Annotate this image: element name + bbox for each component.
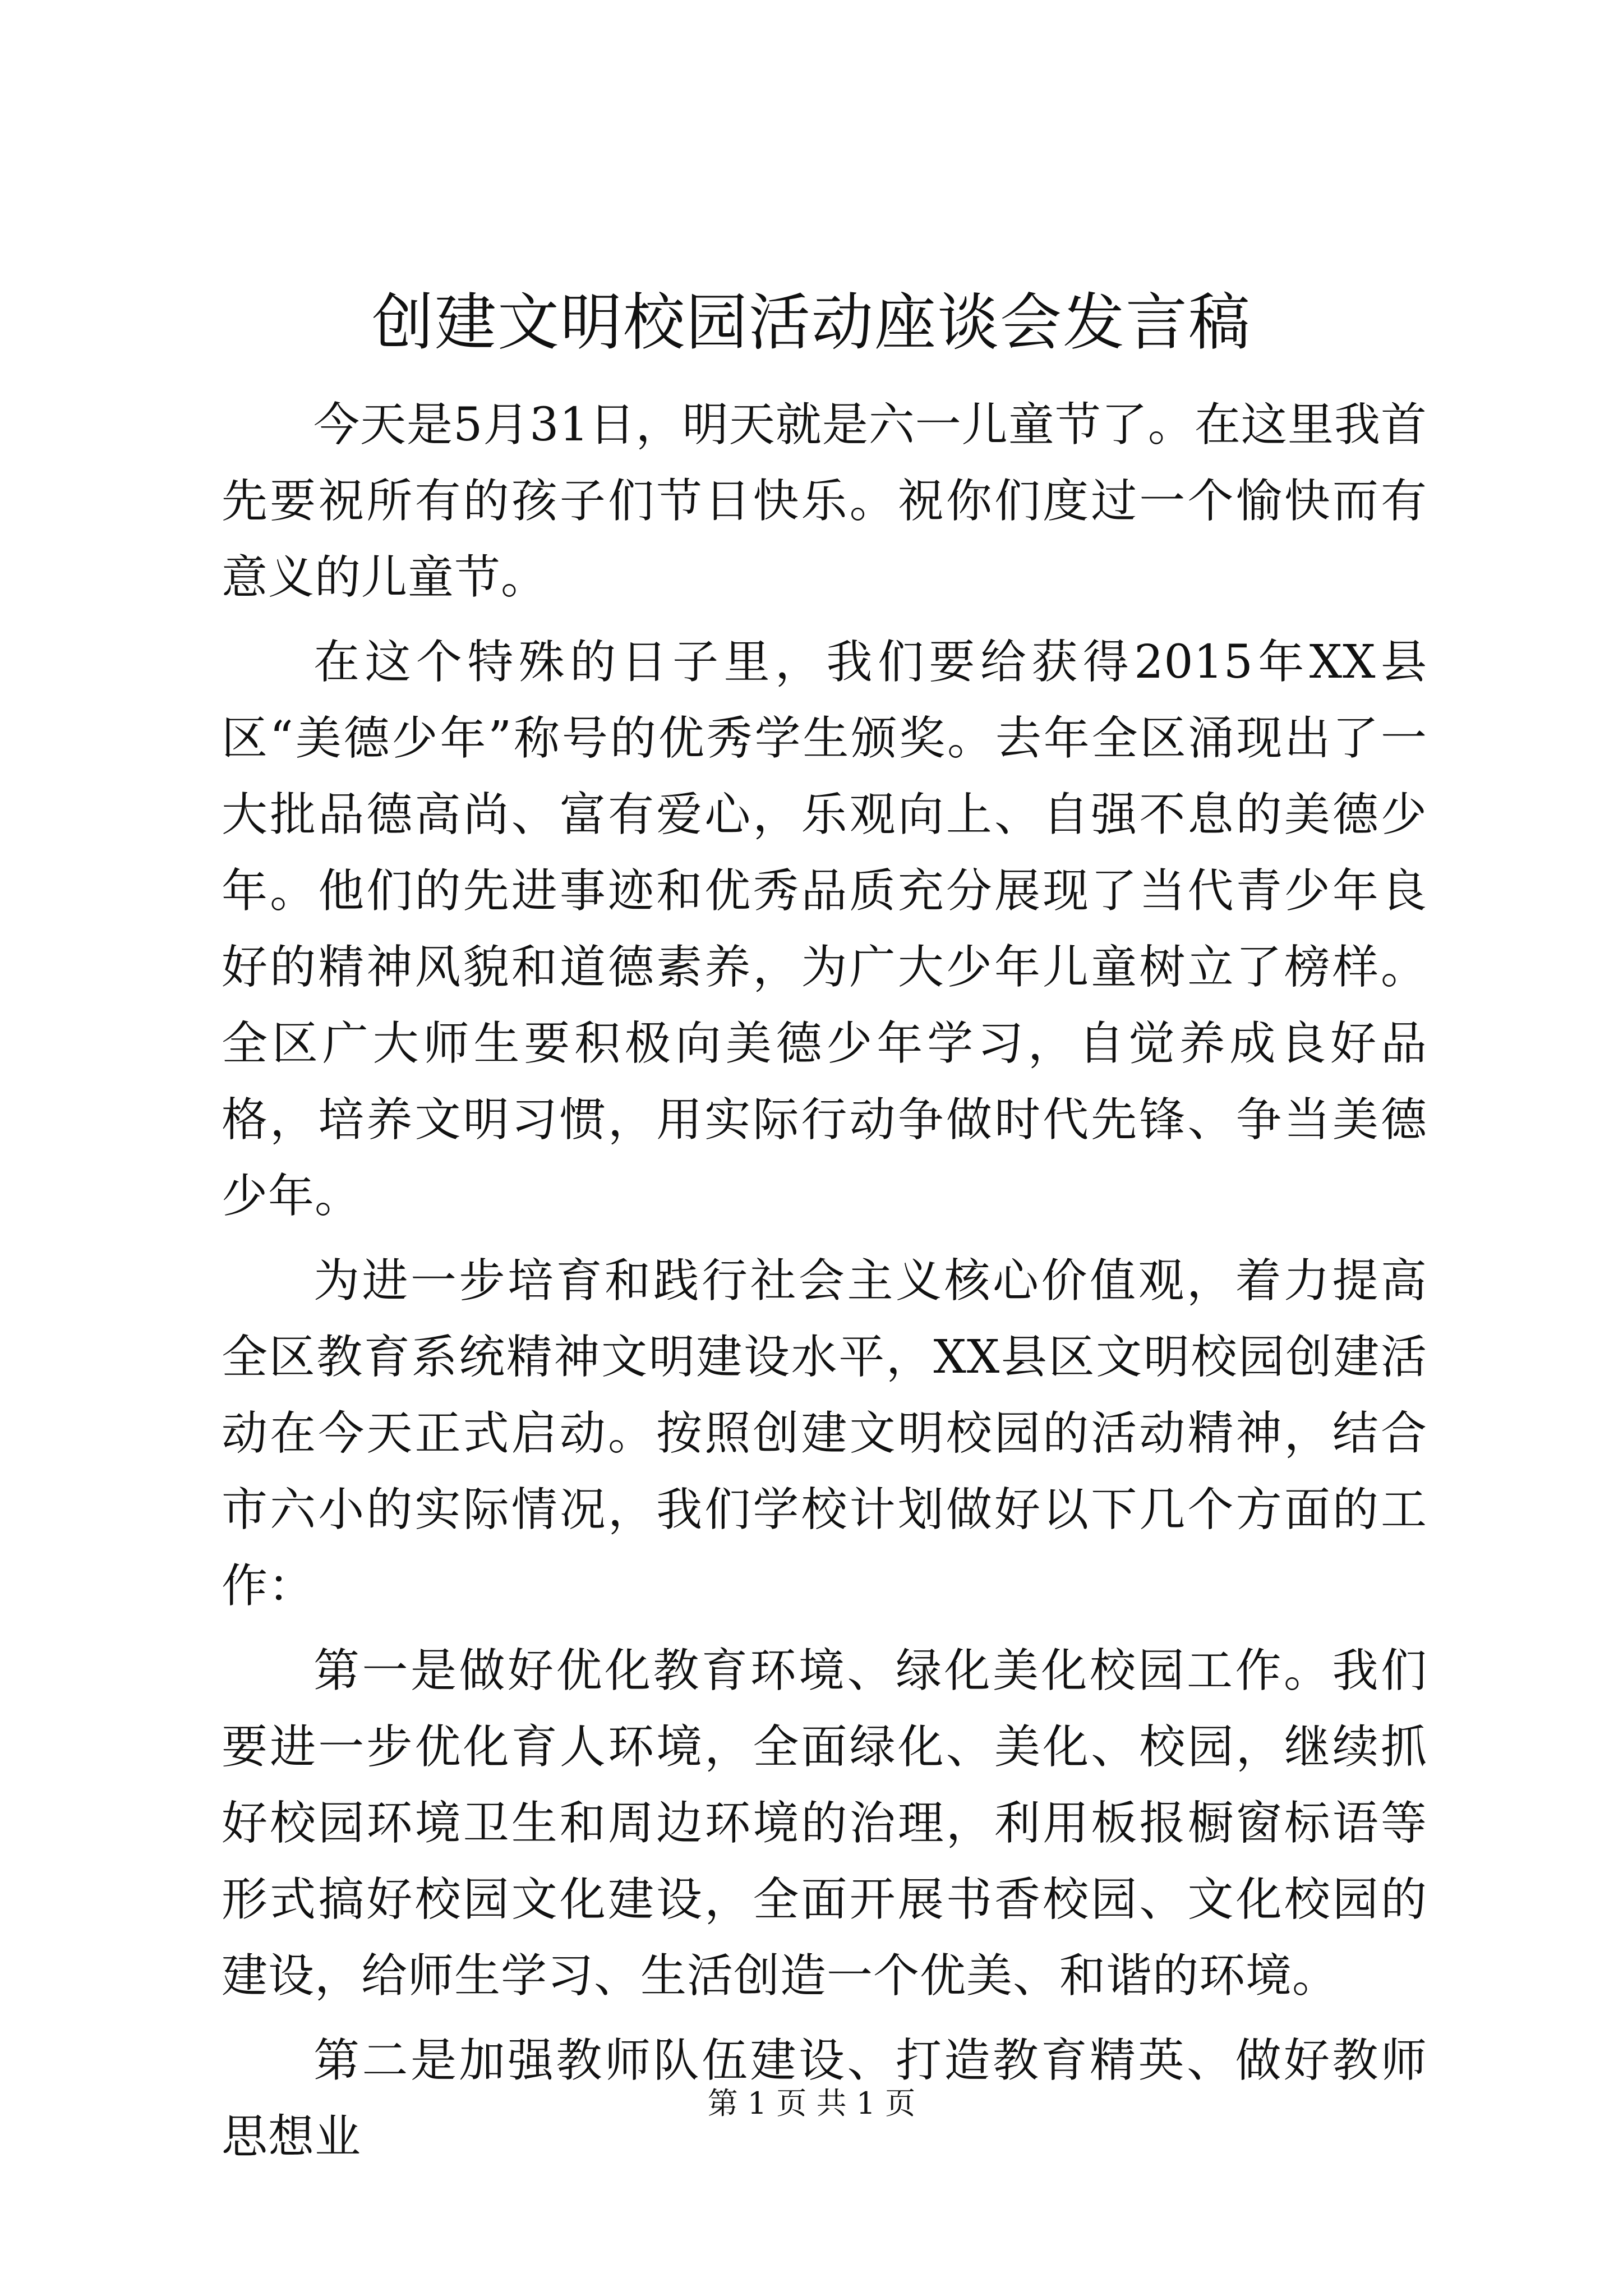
document-body (222, 387, 1427, 2184)
paragraph-3: 为进一步培育和践行社会主义核心价值观，着力提高全区教育系统精神文明建设水平，XX县区文明校园创建活动在今天正式启动。按照创建文明校园的活动精神，结合市六小的实际情况，我们学校计划做好以下几个方面的工作： (222, 1254, 1427, 1613)
document-title: 创建文明校园活动座谈会发言稿 (372, 287, 1251, 358)
paragraph-4: 第一是做好优化教育环境、绿化美化校园工作。我们要进一步优化育人环境，全面绿化、美化、校园，继续抓好校园环境卫生和周边环境的治理，利用板报橱窗标语等形式搞好校园文化建设，全面开展书香校园、文化校园的建设，给师生学习、生活创造一个优美、和谐的环境。 (222, 1644, 1427, 2003)
paragraph-2: 在这个特殊的日子里，我们要给获得2015年XX县区“美德少年”称号的优秀学生颁奖。去年全区涌现出了一大批品德高尚、富有爱心，乐观向上、自强不息的美德少年。他们的先进事迹和优秀品质充分展现了当代青少年良好的精神风貌和道德素养，为广大少年儿童树立了榜样。全区广大师生要积极向美德少年学习，自觉养成良好品格，培养文明习惯，用实际行动争做时代先锋、争当美德少年。 (222, 636, 1427, 1223)
page-footer: 第 1 页 共 1 页 (707, 2086, 916, 2121)
paragraph-5: 第二是加强教师队伍建设、打造教育精英、做好教师思想业 (222, 2034, 1427, 2164)
paragraph-1: 今天是5月31日，明天就是六一儿童节了。在这里我首先要祝所有的孩子们节日快乐。祝你们度过一个愉快而有意义的儿童节。 (222, 398, 1427, 604)
